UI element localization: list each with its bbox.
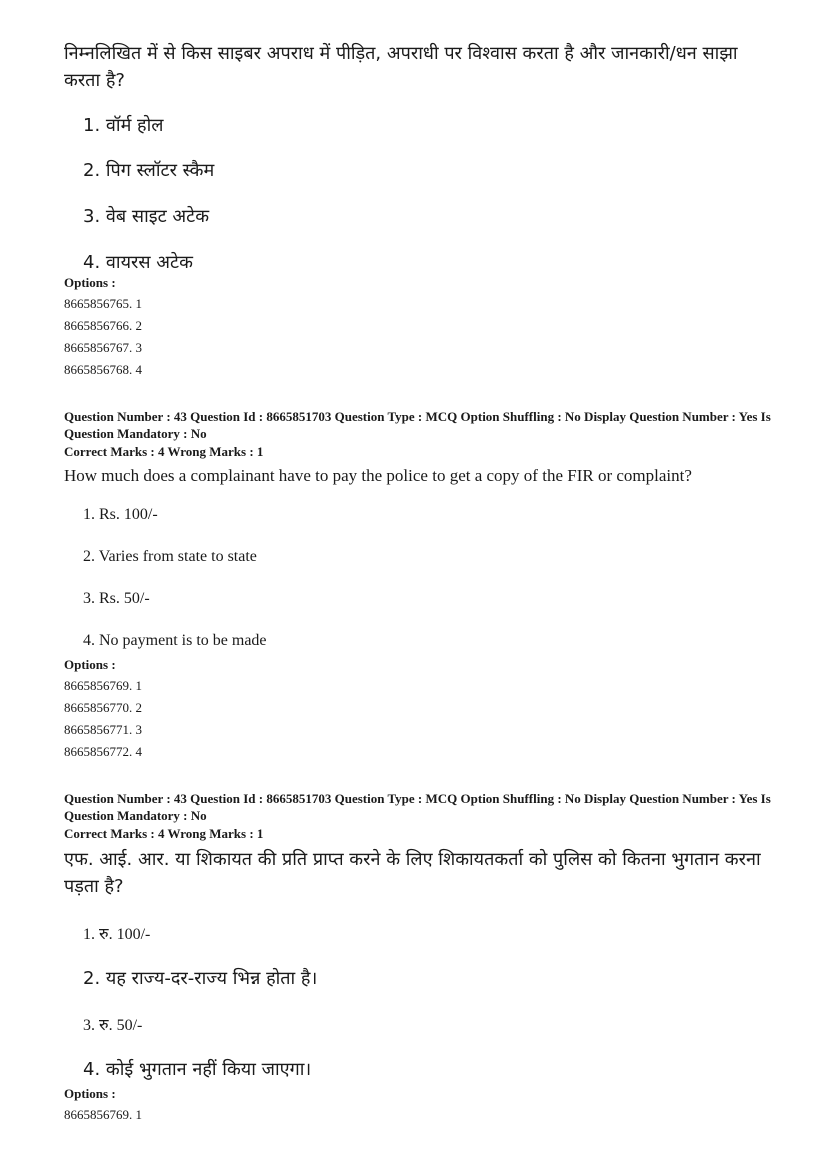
question-b-meta: Question Number : 43 Question Id : 8665851703 Question Type : MCQ Option Shuffling : No Display Question Number : Yes Is Question Mandatory : No [64, 409, 771, 441]
question-c-marks: Correct Marks : 4 Wrong Marks : 1 [64, 826, 264, 841]
question-c-options-label: Options : [64, 1086, 116, 1101]
question-a-choice-2: 2. पिग स्लॉटर स्कैम [83, 160, 215, 181]
question-a-option-id-2: 8665856766. 2 [64, 318, 142, 333]
question-c-choice-4: 4. कोई भुगतान नहीं किया जाएगा। [83, 1059, 312, 1080]
question-b-options-label: Options : [64, 657, 116, 672]
question-a-option-id-3: 8665856767. 3 [64, 340, 142, 355]
question-a-choice-1: 1. वॉर्म होल [83, 115, 164, 136]
question-b-option-id-1: 8665856769. 1 [64, 678, 142, 693]
question-b-choice-4: 4. No payment is to be made [83, 632, 267, 649]
question-b-option-id-4: 8665856772. 4 [64, 744, 142, 759]
question-b-option-id-2: 8665856770. 2 [64, 700, 142, 715]
question-a-options-label: Options : [64, 275, 116, 290]
question-b-text: How much does a complainant have to pay the police to get a copy of the FIR or complaint? [64, 466, 692, 485]
question-b-option-id-3: 8665856771. 3 [64, 722, 142, 737]
question-a-option-id-4: 8665856768. 4 [64, 362, 142, 377]
question-a-choice-3: 3. वेब साइट अटेक [83, 206, 210, 227]
question-a-text: निम्नलिखित में से किस साइबर अपराध में पीड़ित, अपराधी पर विश्वास करता है और जानकारी/धन साझा करता है? [64, 43, 738, 91]
question-b-choice-3: 3. Rs. 50/- [83, 590, 150, 607]
question-c-choice-3: 3. रु. 50/- [83, 1017, 143, 1034]
question-c-option-id-1: 8665856769. 1 [64, 1107, 142, 1122]
question-c-meta: Question Number : 43 Question Id : 8665851703 Question Type : MCQ Option Shuffling : No Display Question Number : Yes Is Question Mandatory : No [64, 791, 771, 823]
question-a-choice-4: 4. वायरस अटेक [83, 252, 193, 273]
question-c-text: एफ. आई. आर. या शिकायत की प्रति प्राप्त करने के लिए शिकायतकर्ता को पुलिस को कितना भुगतान करना पड़ता है? [64, 849, 761, 897]
question-c-choice-1: 1. रु. 100/- [83, 926, 151, 943]
question-b-marks: Correct Marks : 4 Wrong Marks : 1 [64, 444, 264, 459]
question-a-option-id-1: 8665856765. 1 [64, 296, 142, 311]
question-b-choice-1: 1. Rs. 100/- [83, 506, 158, 523]
question-c-choice-2: 2. यह राज्य-दर-राज्य भिन्न होता है। [83, 968, 318, 989]
question-b-choice-2: 2. Varies from state to state [83, 548, 257, 565]
